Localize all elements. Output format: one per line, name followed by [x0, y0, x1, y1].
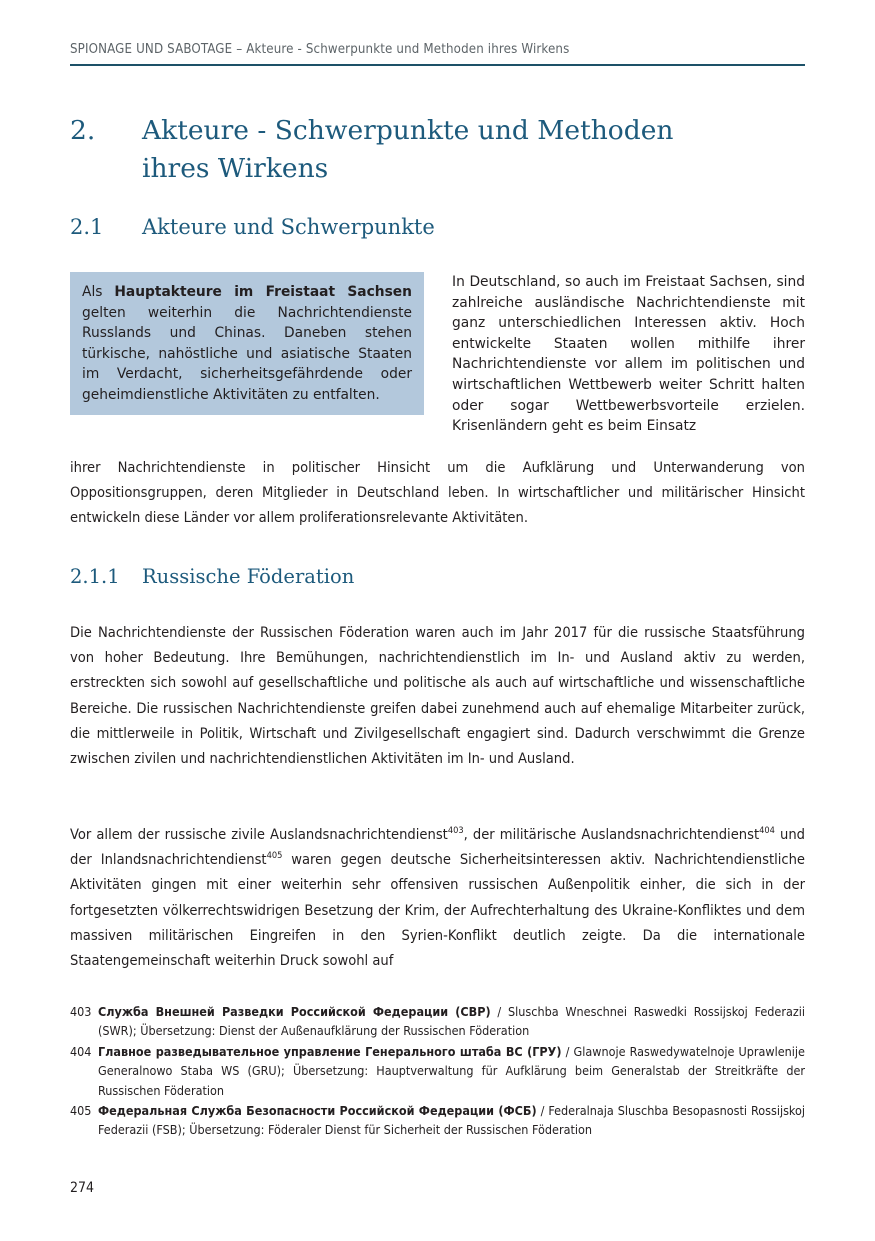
running-header-title: SPIONAGE UND SABOTAGE – Akteure - Schwerpunkte und Methoden ihres Wirkens [70, 42, 570, 57]
callout-bold: Hauptakteure im Freistaat Sachsen [114, 284, 412, 300]
footnote-item [70, 1002, 805, 1041]
footnote-cyrillic-name: Федеральная Служба Безопасности Российской Федерации (ФСБ) [98, 1103, 537, 1119]
p2-segment-2: , der militärische Auslandsnachrichtendienst [463, 826, 760, 843]
h1-first-line [70, 112, 805, 150]
body-paragraph-1 [70, 620, 805, 771]
h1-text-line1: Akteure - Schwerpunkte und Methoden [142, 115, 674, 146]
footnote-number: 405 [70, 1103, 92, 1119]
footnote-cyrillic-name: Служба Внешней Разведки Российской Федерации (СВР) [98, 1004, 491, 1019]
footnote-body [98, 1101, 805, 1140]
footnote-item [70, 1042, 805, 1100]
p2-segment-4: waren gegen deutsche Sicherheitsinteressen aktiv. Nachrichtendienstliche Aktivitäten gingen mit einer weiterhin sehr offensiven russischen Außenpolitik einher, die sich in der fortgesetzten völkerrechtswidrigen Besetzung der Krim, der Aufrechterhaltung des Ukraine-Konfliktes und dem massiven militärischen Eingreifen in den Syrien-Konflikt deutlich zeigte. Da die internationale Staatengemeinschaft weiterhin Druck sowohl auf [70, 851, 806, 970]
footnote-number: 403 [70, 1004, 92, 1019]
h1-text-line2: ihres Wirkens [142, 153, 329, 184]
callout-rest: gelten weiterhin die Nachrichtendienste Russlands und Chinas. Daneben stehen türkische, nahöstliche und asiatische Staaten im Verdacht, sicherheitsgefährdende oder geheimdienstliche Aktivitäten zu entfalten. [82, 304, 412, 403]
h2-text: Akteure und Schwerpunkte [142, 215, 435, 239]
p2-segment-1: Vor allem der russische zivile Auslandsnachrichtendienst [70, 826, 448, 843]
footnote-ref-404[interactable]: 404 [759, 825, 775, 837]
section-heading-2-1-1 [70, 563, 805, 591]
footnote-translation: / Glawnoje Raswedywatelnoje Uprawlenije Generalnowo Staba WS (GRU); Übersetzung: Hauptverwaltung für Aufklärung beim Generalstab der Streitkräfte der Russischen Föderation [98, 1043, 805, 1098]
body-paragraph-2 [70, 822, 805, 973]
footnote-translation: / Sluschba Wneschnei Raswedki Rossijskoj Federazii (SWR); Übersetzung: Dienst der Außenaufklärung der Russischen Föderation [98, 1004, 805, 1039]
p2-segment-3: und der Inlandsnachrichtendienst [70, 826, 805, 869]
running-header [70, 42, 805, 66]
callout-box [70, 272, 424, 415]
footnote-ref-403[interactable]: 403 [447, 825, 464, 837]
footnote-translation: / Federalnaja Sluschba Besopasnosti Rossijskoj Federazii (FSB); Übersetzung: Föderaler Dienst für Sicherheit der Russischen Föderation [98, 1103, 805, 1138]
intro-full-paragraph: ihrer Nachrichtendienste in politischer Hinsicht um die Aufklärung und Unterwanderung von Oppositionsgruppen, deren Mitglieder in Deutschland leben. In wirtschaftlicher und militärischer Hinsicht entwickeln diese Länder vor allem proliferationsrelevante Aktivitäten. [70, 459, 805, 526]
footnote-body [98, 1002, 805, 1041]
footnote-body [98, 1042, 805, 1100]
h3-text: Russische Föderation [142, 565, 355, 588]
page-number: 274 [70, 1180, 95, 1196]
callout-paragraph [82, 282, 412, 406]
body-paragraph-2-text [70, 822, 805, 973]
footnote-item [70, 1101, 805, 1140]
h3-row [70, 563, 805, 591]
intro-right-paragraph: In Deutschland, so auch im Freistaat Sachsen, sind zahlreiche ausländische Nachrichtendienste mit ganz unterschiedlichen Interessen aktiv. Hoch entwickelte Staaten wollen mithilfe ihrer Nachrichtendienste vor allem im politischen und wirtschaftlichen Wettbewerb weiter Schritt halten oder sogar Wettbewerbsvorteile erzielen. Krisenländern geht es beim Einsatz [452, 274, 805, 435]
h2-number: 2.1 [70, 215, 104, 239]
page-title [70, 112, 805, 188]
running-header-rule [70, 64, 805, 66]
footnote-cyrillic-name: Главное разведывательное управление Генерального штаба ВС (ГРУ) [98, 1043, 562, 1059]
h1-number: 2. [70, 115, 96, 146]
footnote-list [70, 1002, 805, 1141]
section-heading-2-1 [70, 212, 805, 242]
intro-right-column [452, 272, 805, 437]
callout-lead: Als [82, 284, 115, 300]
h3-number: 2.1.1 [70, 565, 120, 588]
footnote-number: 404 [70, 1043, 92, 1059]
body-paragraph-1-text: Die Nachrichtendienste der Russischen Föderation waren auch im Jahr 2017 für die russische Staatsführung von hoher Bedeutung. Ihre Bemühungen, nachrichtendienstlich im In- und Ausland aktiv zu werden, erstreckten sich sowohl auf gesellschaftliche und politische als auch auf wirtschaftliche und wissenschaftliche Bereiche. Die russischen Nachrichtendienste greifen dabei zunehmend auch auf ehemalige Mitarbeiter zurück, die mittlerweile in Politik, Wirtschaft und Zivilgesellschaft engagiert sind. Dadurch verschwimmt die Grenze zwischen zivilen und nachrichtendienstlichen Aktivitäten im In- und Ausland. [70, 624, 805, 768]
h2-row [70, 212, 805, 242]
footnote-ref-405[interactable]: 405 [266, 850, 283, 862]
intro-full-width [70, 455, 805, 530]
h1-second-line [70, 150, 805, 188]
